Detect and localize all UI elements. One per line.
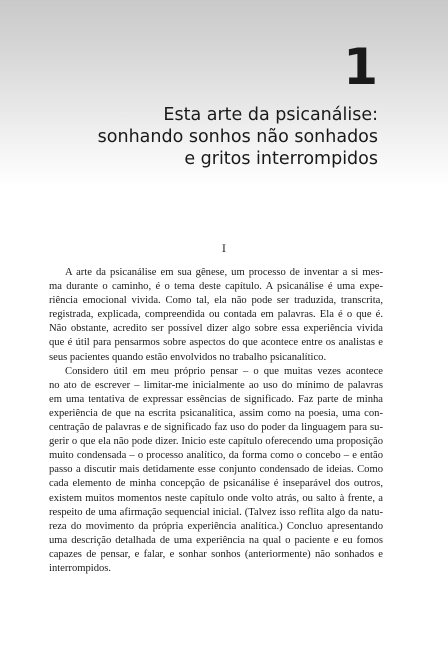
paragraph-line: muito condensada – o processo analítico, da forma como o concebo – e então bbox=[49, 450, 383, 462]
paragraph-line: reza do movimento da própria experiência analítica.) Concluo apresentando bbox=[49, 520, 383, 532]
chapter-title bbox=[98, 104, 378, 170]
section-numeral: I bbox=[221, 243, 227, 255]
paragraph-line: passo a discutir mais detidamente esse conjunto condensado de ideias. Como bbox=[49, 464, 383, 476]
paragraph-line: experiência de que na escrita psicanalítica, assim como na poesia, uma con- bbox=[49, 407, 383, 419]
paragraph-line: uma descrição detalhada de uma experiência na qual o paciente e eu fomos bbox=[49, 534, 383, 546]
paragraph-line: gerir o que ela não pode dizer. Inicio este capítulo oferecendo uma proposição bbox=[49, 436, 383, 448]
paragraph-line: capazes de pensar, e falar, e sonhar sonhos (anteriormente) não sonhados e bbox=[49, 548, 383, 560]
paragraph-line: existem muitos momentos neste capítulo onde volto atrás, ou salto à frente, a bbox=[49, 492, 383, 504]
paragraph-line: ma durante o caminho, é o tema deste capítulo. A psicanálise é uma expe- bbox=[49, 281, 383, 293]
paragraph-line: que é útil para pensarmos sobre aspectos do que acontece entre os analistas e bbox=[49, 337, 383, 349]
paragraph-line: cada elemento de minha concepção de psicanálise é inseparável dos outros, bbox=[49, 478, 383, 490]
body-text bbox=[49, 266, 383, 576]
paragraph-line: Considero útil em meu próprio pensar – o que muitas vezes acontece bbox=[65, 365, 383, 377]
paragraph-line: A arte da psicanálise em sua gênese, um processo de inventar a si mes- bbox=[65, 267, 383, 278]
paragraph-line: seus pacientes quando estão envolvidos no trabalho psicanalítico. bbox=[49, 351, 327, 363]
chapter-title-line: e gritos interrompidos bbox=[184, 149, 378, 169]
paragraph-line: no ato de escrever – limitar-me inicialmente ao uso do mínimo de palavras bbox=[49, 379, 383, 391]
paragraph-line: respeito de uma afirmação sequencial inicial. (Talvez isso reflita algo da natu- bbox=[49, 506, 383, 518]
paragraph-line: interrompidos. bbox=[49, 562, 112, 574]
chapter-title-line: sonhando sonhos não sonhados bbox=[97, 127, 378, 147]
paragraph-line: Não obstante, acredito ser possível dizer algo sobre essa experiência vivida bbox=[49, 323, 383, 335]
chapter-number: 1 bbox=[343, 38, 378, 96]
paragraph-line: em uma tentativa de expressar essências de significado. Faz parte de minha bbox=[49, 393, 383, 405]
paragraph-line: registrada, explicada, compreendida ou contada em palavras. Ela é o que é. bbox=[49, 309, 383, 321]
paragraph-line: centração de palavras e de significado faz uso do poder da linguagem para su- bbox=[49, 422, 383, 434]
chapter-title-line: Esta arte da psicanálise: bbox=[163, 105, 378, 125]
paragraph-line: riência emocional vivida. Como tal, ela não pode ser traduzida, transcrita, bbox=[49, 295, 383, 307]
